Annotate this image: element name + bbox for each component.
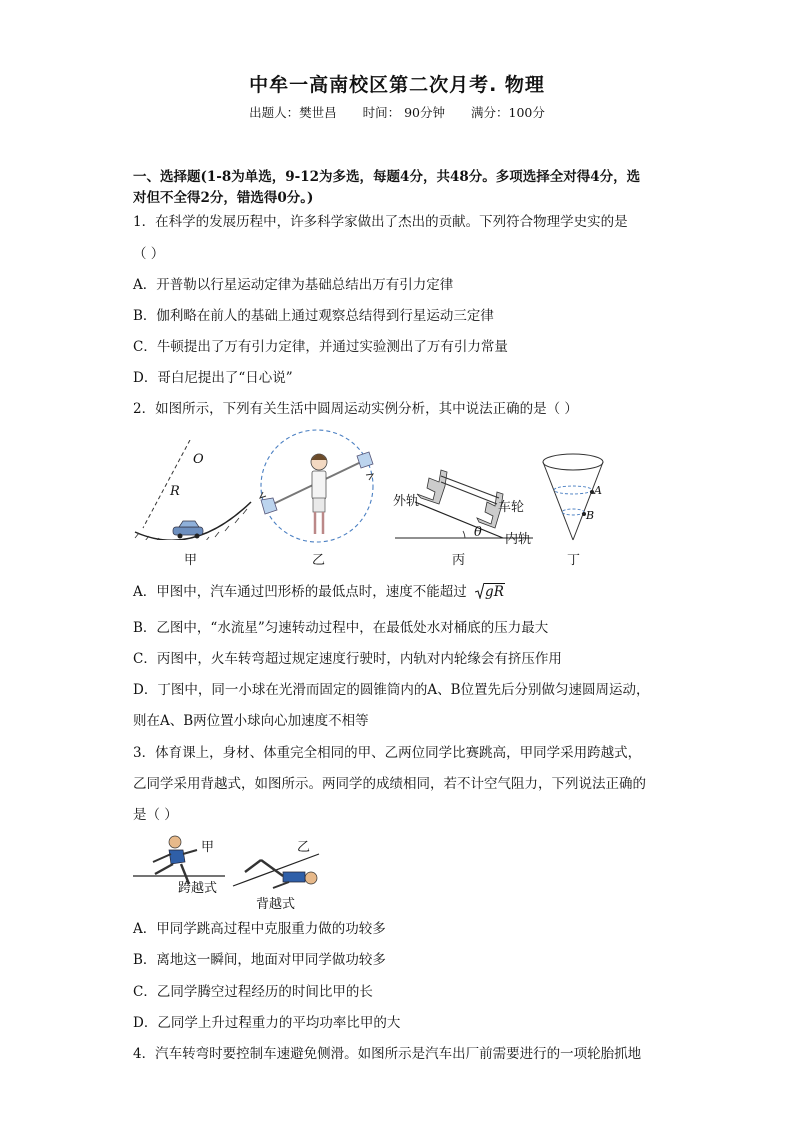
q3-stem-2: 乙同学采用背越式，如图所示。两同学的成绩相同，若不计空气阻力，下列说法正确的 xyxy=(133,776,646,792)
score-text: 满分：100分 xyxy=(471,105,545,120)
q2-stem: 2．如图所示，下列有关生活中圆周运动实例分析，其中说法正确的是（ ） xyxy=(133,401,578,417)
q2-option-d-cont: 则在A、B两位置小球向心加速度不相等 xyxy=(133,713,369,729)
q2-option-a-text: A．甲图中，汽车通过凹形桥的最低点时，速度不能超过 xyxy=(133,584,467,600)
sqrt-radicand: gR xyxy=(485,584,504,600)
label-wheel: 车轮 xyxy=(498,500,525,515)
caption-bing: 丙 xyxy=(452,553,466,568)
exam-meta xyxy=(0,103,794,121)
q1-option-a: A．开普勒以行星运动定律为基础总结出万有引力定律 xyxy=(133,277,454,293)
label-outer-rail: 外轨 xyxy=(393,494,420,509)
car-icon xyxy=(173,521,203,539)
page-title: 中牟一高南校区第二次月考. 物理 xyxy=(249,74,545,96)
caption-beiyue: 背越式 xyxy=(256,897,296,912)
figure-cone xyxy=(540,452,608,544)
q3-option-a: A．甲同学跳高过程中克服重力做的功较多 xyxy=(133,921,386,937)
q1-option-d: D．哥白尼提出了“日心说” xyxy=(133,370,293,386)
caption-jia: 甲 xyxy=(184,553,198,568)
section-heading-cont: 对但不全得2分，错选得0分。) xyxy=(133,190,314,206)
label-a: A xyxy=(594,484,602,497)
q3-stem-1: 3．体育课上，身材、体重完全相同的甲、乙两位同学比赛跳高，甲同学采用跨越式， xyxy=(133,745,642,761)
q1-blank: （ ） xyxy=(133,246,165,262)
q1-option-c: C．牛顿提出了万有引力定律，并通过实验测出了万有引力常量 xyxy=(133,339,508,355)
caption-kuayue: 跨越式 xyxy=(178,881,218,896)
q2-option-c: C．丙图中，火车转弯超过规定速度行驶时，内轨对内轮缘会有挤压作用 xyxy=(133,651,562,667)
q3-stem-3: 是（ ） xyxy=(133,807,178,823)
caption-jia-q3: 甲 xyxy=(201,840,215,855)
time-text: 时间： 90分钟 xyxy=(362,105,446,120)
q1-option-b: B．伽利略在前人的基础上通过观察总结得到行星运动三定律 xyxy=(133,308,494,324)
section-heading: 一、选择题(1-8为单选，9-12为多选，每题4分，共48分。多项选择全对得4分，选 xyxy=(133,169,641,185)
q1-stem: 1．在科学的发展历程中，许多科学家做出了杰出的贡献。下列符合物理学史实的是 xyxy=(133,214,628,230)
caption-ding: 丁 xyxy=(567,553,581,568)
figure-water-meteor xyxy=(257,428,379,546)
label-b: B xyxy=(586,509,595,522)
setter-text: 出题人：樊世昌 xyxy=(249,105,337,120)
label-inner-rail: 内轨 xyxy=(505,532,532,547)
sqrt-icon xyxy=(475,583,484,599)
label-r: R xyxy=(170,484,180,499)
q2-option-b: B．乙图中，“水流星”匀速转动过程中，在最低处水对桶底的压力最大 xyxy=(133,620,549,636)
q3-option-d: D．乙同学上升过程重力的平均功率比甲的大 xyxy=(133,1015,401,1031)
q3-option-c: C．乙同学腾空过程经历的时间比甲的长 xyxy=(133,984,373,1000)
q2-option-d: D．丁图中，同一小球在光滑而固定的圆锥筒内的A、B位置先后分别做匀速圆周运动， xyxy=(133,682,650,698)
q2-option-a xyxy=(133,583,505,601)
q4-stem: 4．汽车转弯时要控制车速避免侧滑。如图所示是汽车出厂前需要进行的一项轮胎抓地 xyxy=(133,1046,642,1062)
label-o: O xyxy=(193,452,204,467)
label-theta: θ xyxy=(474,525,482,540)
q3-option-b: B．离地这一瞬间，地面对甲同学做功较多 xyxy=(133,952,386,968)
caption-yi: 乙 xyxy=(312,553,326,568)
caption-yi-q3: 乙 xyxy=(297,840,311,855)
sqrt-gr xyxy=(475,583,505,601)
